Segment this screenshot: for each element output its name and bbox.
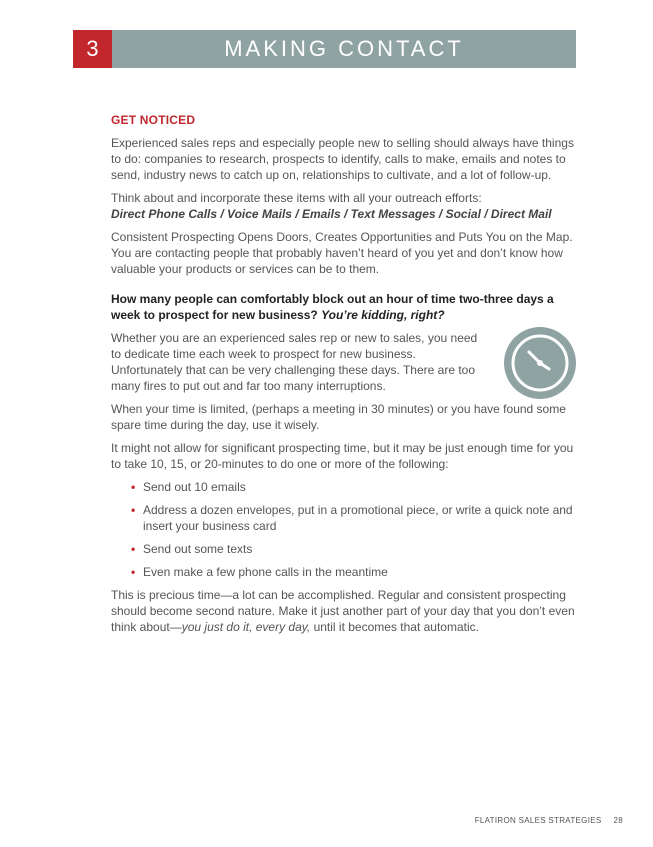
list-item	[131, 502, 577, 534]
question-paragraph	[111, 291, 577, 323]
chapter-number: 3	[73, 30, 112, 68]
action-list	[111, 479, 577, 580]
list-item-text: Even make a few phone calls in the meantime	[143, 565, 388, 579]
page-footer	[475, 816, 623, 825]
bullet-icon: •	[131, 565, 136, 579]
clock-section	[111, 330, 577, 394]
limited-time-paragraph: When your time is limited, (perhaps a meeting in 30 minutes) or you have found some spare time during the day, use it wisely.	[111, 402, 566, 432]
closing-paragraph	[111, 587, 577, 635]
question-italic: You’re kidding, right?	[321, 308, 445, 322]
page-content	[111, 112, 577, 642]
might-not-paragraph: It might not allow for significant prospecting time, but it may be just enough time for you to take 10, 15, or 20-minutes to do one or more of the following:	[111, 441, 574, 471]
list-item	[131, 541, 577, 557]
clock-paragraph: Whether you are an experienced sales rep or new to sales, you need to dedicate time each week to prospect for new business. Unfortunately that can be very challenging these days. There are too many fires to put out and far too many interruptions.	[111, 331, 478, 393]
page-number: 28	[613, 816, 623, 825]
footer-brand: FLATIRON SALES STRATEGIES	[474, 816, 602, 825]
bullet-icon: •	[131, 503, 136, 517]
bullet-icon: •	[131, 542, 136, 556]
closing-end: until it becomes that automatic.	[310, 620, 479, 634]
chapter-title: MAKING CONTACT	[112, 30, 576, 68]
chapter-header	[73, 30, 576, 68]
list-item-text: Address a dozen envelopes, put in a promotional piece, or write a quick note and insert your business card	[143, 503, 573, 533]
outreach-paragraph	[111, 190, 577, 222]
bullet-icon: •	[131, 480, 136, 494]
consistent-paragraph: Consistent Prospecting Opens Doors, Creates Opportunities and Puts You on the Map. You are contacting people that probably haven’t heard of you yet and don’t know how valuable your products or services can be to them.	[111, 230, 573, 276]
intro-paragraph: Experienced sales reps and especially people new to selling should always have things to do: companies to research, prospects to identify, calls to make, emails and notes to send, industry news to catch up on, relationships to cultivate, and a lot of follow-up.	[111, 136, 574, 182]
list-item-text: Send out some texts	[143, 542, 253, 556]
list-item	[131, 479, 577, 495]
closing-italic: you just do it, every day,	[181, 620, 311, 634]
list-item	[131, 564, 577, 580]
question-bold: How many people can comfortably block out an hour of time two-three days a week to prospect for new business?	[111, 292, 554, 322]
clock-icon	[503, 326, 577, 400]
outreach-items: Direct Phone Calls / Voice Mails / Emails / Text Messages / Social / Direct Mail	[111, 207, 552, 221]
list-item-text: Send out 10 emails	[143, 480, 246, 494]
outreach-lead: Think about and incorporate these items with all your outreach efforts:	[111, 191, 482, 205]
closing-start: This is precious time—a lot can be accomplished. Regular and consistent prospecting should become second nature. Make it just another part of your day that you don’t even think about—	[111, 588, 575, 634]
section-heading: GET NOTICED	[111, 113, 196, 127]
